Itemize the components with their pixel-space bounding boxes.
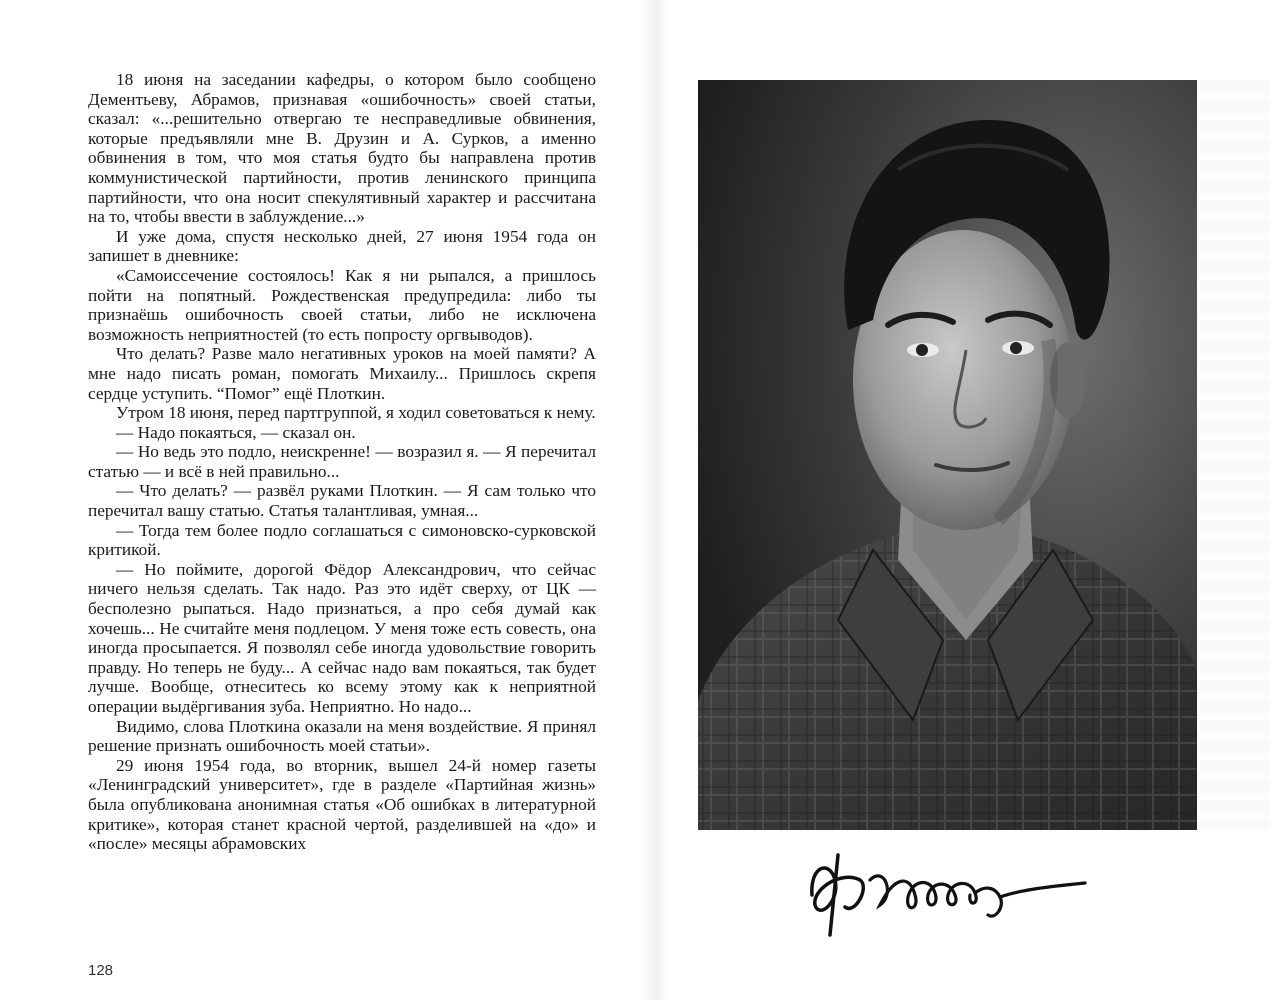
paragraph: «Самоиссечение состоялось! Как я ни рыпался, а пришлось пойти на попятный. Рождественская предупредила: либо ты признаёшь ошибочность своей статьи, либо не исключена возможность неприятностей (то есть попросту оргвыводов). — [88, 265, 596, 344]
left-page-text — [88, 70, 596, 854]
dialog-line: — Что делать? — развёл руками Плоткин. — Я сам только что перечитал вашу статью. Статья талантливая, умная... — [88, 481, 596, 521]
paragraph: Утром 18 июня, перед партгруппой, я ходил советоваться к нему. — [116, 403, 596, 423]
dialog-line: — Тогда тем более подло соглашаться с симоновско-сурковской критикой. — [88, 520, 596, 560]
paragraph: И уже дома, спустя несколько дней, 27 июня 1954 года он запишет в дневнике: — [88, 226, 596, 266]
signature-mark — [800, 835, 1100, 945]
portrait-illustration — [698, 80, 1197, 830]
dialog-line: — Но поймите, дорогой Фёдор Александрович, что сейчас ничего нельзя сделать. Так надо. Раз это идёт сверху, от ЦК — бесполезно рыпаться. Надо признаться, а про себя думай как хочешь... Не считайте меня подлецом. У меня тоже есть совесть, она иногда просыпается. Я позволял себе иногда удовольствие говорить правду. Но теперь не буду... А сейчас надо вам покаяться, так будет лучше. Вообще, отнеситесь ко всему этому как к неприятной операции выдёргивания зуба. Неприятно. Но надо... — [88, 559, 596, 716]
portrait-photo — [698, 80, 1197, 830]
author-signature — [800, 835, 1100, 945]
facing-page-bleed — [1200, 80, 1270, 830]
paragraph: Видимо, слова Плоткина оказали на меня воздействие. Я принял решение признать ошибочность моей статьи». — [88, 716, 596, 756]
dialog-line: — Но ведь это подло, неискренне! — возразил я. — Я перечитал статью — и всё в ней правильно... — [88, 442, 596, 481]
page-number: 128 — [88, 962, 114, 979]
paragraph: Что делать? Разве мало негативных уроков на моей памяти? А мне надо писать роман, помогать Михаилу... Пришлось скрепя сердце уступить. “Помог” ещё Плоткин. — [88, 344, 596, 403]
book-gutter — [640, 0, 670, 1000]
paragraph: 29 июня 1954 года, во вторник, вышел 24-й номер газеты «Ленинградский университет», где в разделе «Партийная жизнь» была опубликована анонимная статья «Об ошибках в литературной критике», которая станет красной чертой, разделившей на «до» и «после» месяцы абрамовских — [88, 755, 596, 854]
dialog-line: — Надо покаяться, — сказал он. — [116, 422, 356, 442]
paragraph: 18 июня на заседании кафедры, о котором было сообщено Дементьеву, Абрамов, признавая «ошибочность» своей статьи, сказал: «...решительно отвергаю те несправедливые обвинения, которые предъявляли мне В. Друзин и А. Сурков, а именно обвинения в том, что моя статья будто бы направлена против коммунистической партийности, против ленинского принципа партийности, что она носит спекулятивный характер и рассчитана на то, чтобы ввести в заблуждение...» — [88, 70, 596, 227]
